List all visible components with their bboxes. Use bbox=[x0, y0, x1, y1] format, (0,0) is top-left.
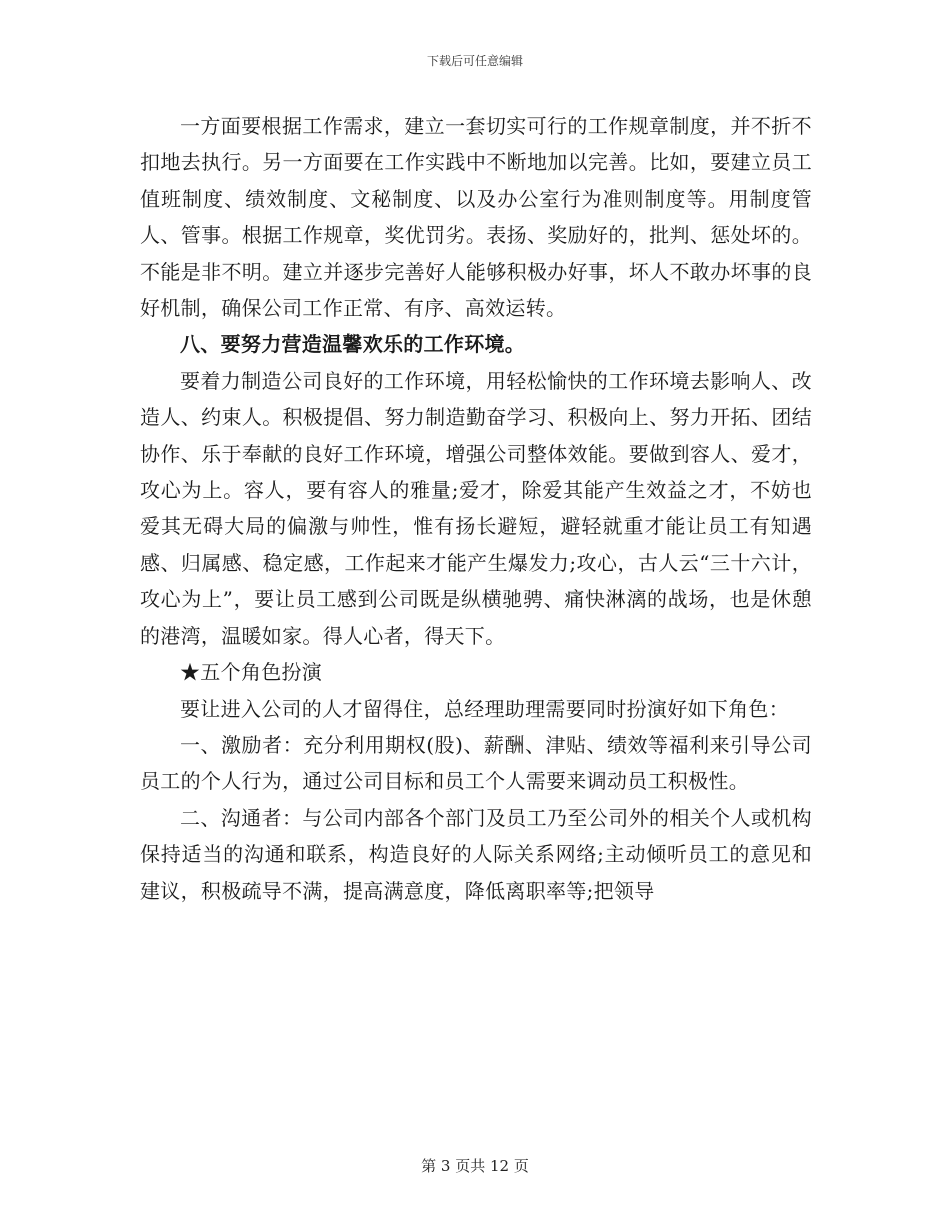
paragraph-regulations: 一方面要根据工作需求，建立一套切实可行的工作规章制度，并不折不扣地去执行。另一方面要在工作实践中不断地加以完善。比如，要建立员工值班制度、绩效制度、文秘制度、以及办公室行为准则制度等。用制度管人、管事。根据工作规章，奖优罚劣。表扬、奖励好的，批判、惩处坏的。不能是非不明。建立并逐步完善好人能够积极办好事，坏人不敢办坏事的良好机制，确保公司工作正常、有序、高效运转。 bbox=[140, 114, 812, 321]
section-heading-environment: 八、要努力营造温馨欢乐的工作环境。 bbox=[180, 332, 526, 357]
document-body bbox=[140, 108, 812, 909]
paragraph-roles-intro: 要让进入公司的人才留得住，总经理助理需要同时扮演好如下角色： bbox=[180, 696, 789, 721]
page-header: 下载后可任意编辑 bbox=[426, 54, 523, 68]
section-heading-five-roles: ★五个角色扮演 bbox=[180, 660, 323, 685]
page-footer: 第 3 页共 12 页 bbox=[421, 1157, 529, 1175]
paragraph-motivator: 一、激励者：充分利用期权(股)、薪酬、津贴、绩效等福利来引导公司员工的个人行为，通过公司目标和员工个人需要来调动员工积极性。 bbox=[140, 732, 812, 794]
paragraph-communicator: 二、沟通者：与公司内部各个部门及员工乃至公司外的相关个人或机构保持适当的沟通和联系，构造良好的人际关系网络;主动倾听员工的意见和建议，积极疏导不满，提高满意度，降低离职率等;把领导 bbox=[140, 805, 812, 903]
paragraph-environment: 要着力制造公司良好的工作环境，用轻松愉快的工作环境去影响人、改造人、约束人。积极提倡、努力制造勤奋学习、积极向上、努力开拓、团结协作、乐于奉献的良好工作环境，增强公司整体效能。要做到容人、爱才，攻心为上。容人，要有容人的雅量;爱才，除爱其能产生效益之才，不妨也爱其无碍大局的偏激与帅性，惟有扬长避短，避轻就重才能让员工有知遇感、归属感、稳定感，工作起来才能产生爆发力;攻心，古人云“三十六计，攻心为上”，要让员工感到公司既是纵横驰骋、痛快淋漓的战场，也是休憩的港湾，温暖如家。得人心者，得天下。 bbox=[140, 368, 812, 648]
